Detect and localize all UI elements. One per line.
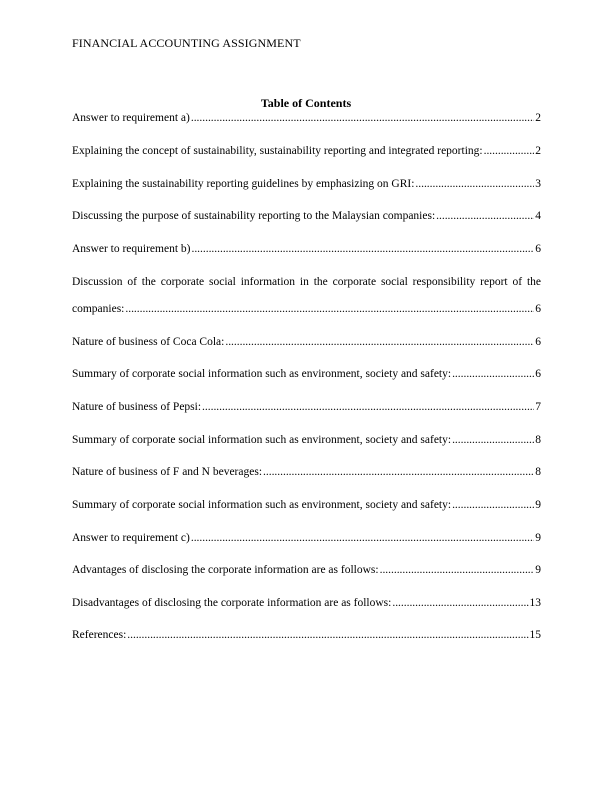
toc-leader-dots	[191, 532, 534, 544]
toc-entry-page: 15	[529, 629, 541, 641]
toc-entry-text: companies:	[72, 303, 125, 315]
toc-entry[interactable]	[72, 243, 541, 255]
toc-entry-page: 6	[535, 243, 541, 255]
toc-entry-page: 9	[535, 532, 541, 544]
toc-leader-dots	[452, 368, 534, 380]
toc-entry-page: 2	[535, 112, 541, 124]
toc-entry-text: Answer to requirement a)	[72, 112, 190, 124]
toc-entry-text: Nature of business of Coca Cola:	[72, 336, 225, 348]
page-header: FINANCIAL ACCOUNTING ASSIGNMENT	[72, 36, 301, 50]
toc-entry-page: 9	[535, 499, 541, 511]
toc-entry-page: 7	[535, 401, 541, 413]
toc-entry-text: Summary of corporate social information such as environment, society and safety:	[72, 368, 452, 380]
toc-entry-page: 8	[535, 434, 541, 446]
toc-entry-page: 6	[535, 368, 541, 380]
toc-entry[interactable]	[72, 303, 541, 315]
toc-entry-text: Nature of business of F and N beverages:	[72, 466, 263, 478]
toc-entry[interactable]	[72, 210, 541, 222]
toc-entry-page: 2	[535, 145, 541, 157]
toc-entry[interactable]	[72, 629, 541, 641]
toc-entry[interactable]	[72, 532, 541, 544]
toc-leader-dots	[127, 629, 528, 641]
toc-entry[interactable]	[72, 434, 541, 446]
toc-entry-text: Disadvantages of disclosing the corporate information are as follows:	[72, 597, 392, 609]
toc-entry[interactable]	[72, 597, 541, 609]
toc-leader-dots	[415, 178, 534, 190]
toc-leader-dots	[191, 243, 534, 255]
toc-entry[interactable]	[72, 112, 541, 124]
toc-entry-text: Discussing the purpose of sustainability reporting to the Malaysian companies:	[72, 210, 436, 222]
toc-entry-text: Advantages of disclosing the corporate information are as follows:	[72, 564, 379, 576]
toc-entry-text: Explaining the sustainability reporting guidelines by emphasizing on GRI:	[72, 178, 415, 190]
toc-entry-text: Nature of business of Pepsi:	[72, 401, 202, 413]
toc-leader-dots	[225, 336, 534, 348]
toc-entry-page: 13	[529, 597, 541, 609]
toc-title: Table of Contents	[260, 96, 352, 110]
toc-entry-text: Answer to requirement b)	[72, 243, 191, 255]
toc-entry[interactable]	[72, 401, 541, 413]
toc-entry[interactable]	[72, 499, 541, 511]
toc-entry[interactable]	[72, 145, 541, 157]
toc-entry-page: 3	[535, 178, 541, 190]
toc-entry-page: 6	[535, 303, 541, 315]
toc-entry-page: 6	[535, 336, 541, 348]
toc-entry-text: Answer to requirement c)	[72, 532, 190, 544]
toc-leader-dots	[484, 145, 535, 157]
toc-leader-dots	[392, 597, 528, 609]
toc-entry-text: Explaining the concept of sustainability, sustainability reporting and integrated reporting:	[72, 145, 483, 157]
toc-entry-text: References:	[72, 629, 127, 641]
toc-leader-dots	[452, 499, 534, 511]
toc-entry-page: 8	[535, 466, 541, 478]
toc-leader-dots	[125, 303, 534, 315]
toc-entry[interactable]	[72, 466, 541, 478]
toc-entry[interactable]	[72, 368, 541, 380]
toc-entry[interactable]	[72, 178, 541, 190]
toc-leader-dots	[191, 112, 534, 124]
toc-entry-line1[interactable]: Discussion of the corporate social information in the corporate social responsibility report of the	[72, 276, 541, 288]
toc-leader-dots	[380, 564, 535, 576]
toc-entry-text: Summary of corporate social information such as environment, society and safety:	[72, 499, 452, 511]
toc-leader-dots	[436, 210, 534, 222]
toc-leader-dots	[202, 401, 534, 413]
toc-entry-page: 9	[535, 564, 541, 576]
toc-entry[interactable]	[72, 336, 541, 348]
toc-entry[interactable]	[72, 564, 541, 576]
toc-entry-page: 4	[535, 210, 541, 222]
toc-leader-dots	[263, 466, 534, 478]
toc-entry-text: Summary of corporate social information such as environment, society and safety:	[72, 434, 452, 446]
toc-leader-dots	[452, 434, 534, 446]
